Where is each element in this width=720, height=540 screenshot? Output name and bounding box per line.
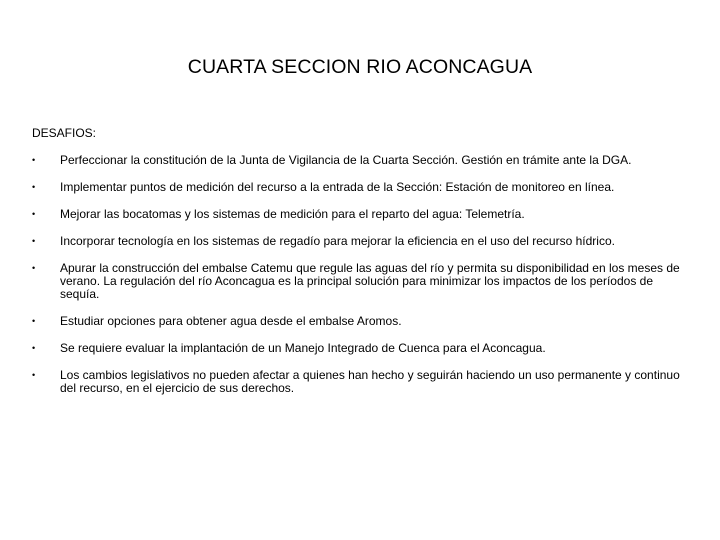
list-item xyxy=(32,181,692,194)
list-item xyxy=(32,262,692,301)
list-item-text: Los cambios legislativos no pueden afectar a quienes han hecho y seguirán haciendo un uso permanente y continuo del recurso, en el ejercicio de sus derechos. xyxy=(60,368,680,395)
slide-title: CUARTA SECCION RIO ACONCAGUA xyxy=(187,56,533,78)
bullet-icon: • xyxy=(32,370,36,380)
list-item xyxy=(32,369,692,395)
list-item xyxy=(32,208,692,221)
bullet-icon: • xyxy=(32,263,36,273)
list-item xyxy=(32,315,692,328)
bullet-icon: • xyxy=(32,209,36,219)
list-item xyxy=(32,342,692,355)
challenges-list xyxy=(32,154,692,409)
list-item-text: Se requiere evaluar la implantación de un Manejo Integrado de Cuenca para el Aconcagua. xyxy=(60,341,546,355)
list-item-text: Apurar la construcción del embalse Catemu que regule las aguas del río y permita su disponibilidad en los meses de verano. La regulación del río Aconcagua es la principal solución para minimizar los impactos de los períodos de sequía. xyxy=(60,261,680,301)
list-item-text: Implementar puntos de medición del recurso a la entrada de la Sección: Estación de monitoreo en línea. xyxy=(60,180,615,194)
bullet-icon: • xyxy=(32,182,36,192)
list-item-text: Incorporar tecnología en los sistemas de regadío para mejorar la eficiencia en el uso del recurso hídrico. xyxy=(60,234,615,248)
list-item xyxy=(32,235,692,248)
bullet-icon: • xyxy=(32,343,36,353)
bullet-icon: • xyxy=(32,316,36,326)
list-item xyxy=(32,154,692,167)
bullet-icon: • xyxy=(32,155,36,165)
section-label-desafios: DESAFIOS: xyxy=(32,126,97,140)
list-item-text: Estudiar opciones para obtener agua desde el embalse Aromos. xyxy=(60,314,402,328)
list-item-text: Mejorar las bocatomas y los sistemas de medición para el reparto del agua: Telemetría. xyxy=(60,207,525,221)
list-item-text: Perfeccionar la constitución de la Junta de Vigilancia de la Cuarta Sección. Gestión en trámite ante la DGA. xyxy=(60,153,632,167)
bullet-icon: • xyxy=(32,236,36,246)
